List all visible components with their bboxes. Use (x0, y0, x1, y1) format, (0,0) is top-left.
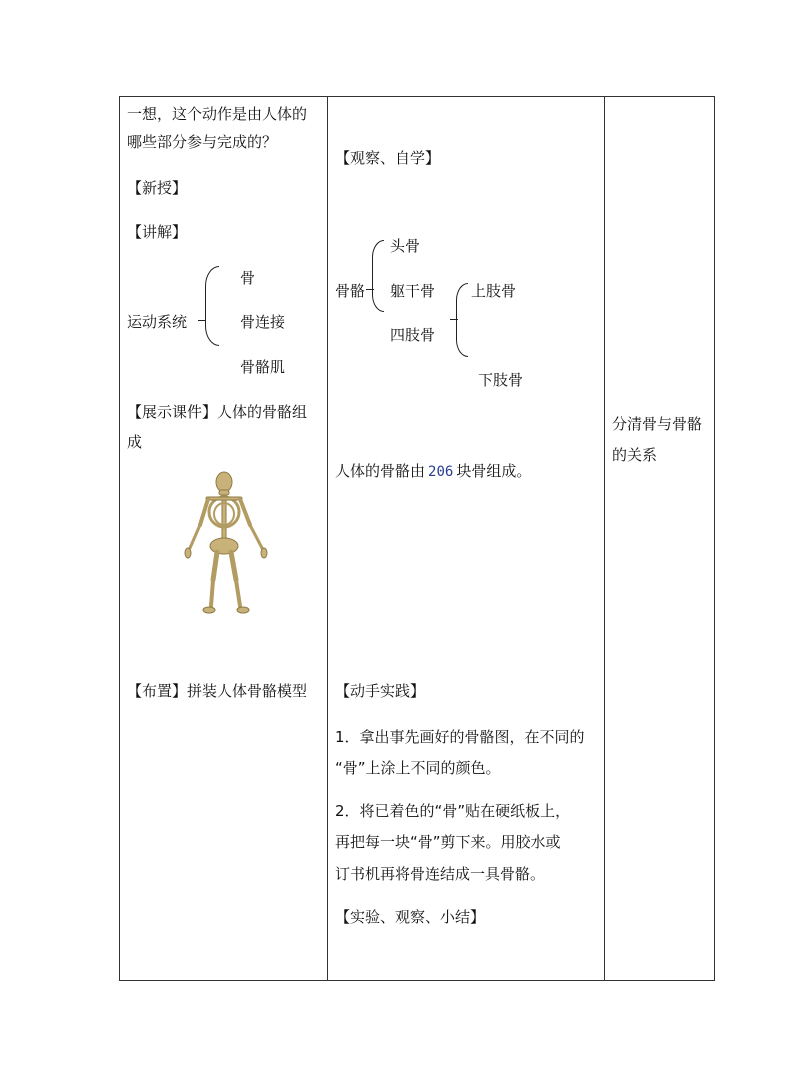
skeleton-brace-top (372, 240, 384, 290)
limb-part-lower: 下肢骨 (478, 371, 524, 389)
skeleton-part-limbs: 四肢骨 (390, 326, 436, 344)
step1-line-2: “骨”上涂上不同的颜色。 (335, 759, 501, 777)
column-divider-1 (327, 96, 328, 981)
step2-line-3: 订书机再将骨连结成一具骨骼。 (335, 865, 546, 883)
limb-part-upper: 上肢骨 (471, 282, 517, 300)
courseware-line-2: 成 (127, 433, 143, 451)
intent-line-2: 的关系 (612, 446, 658, 464)
question-line-1: 一想，这个动作是由人体的 (127, 105, 308, 123)
step1-line-1: 1．拿出事先画好的骨骼图，在不同的 (335, 728, 585, 746)
system-item-muscle: 骨骼肌 (240, 358, 286, 376)
intent-line-1: 分清骨与骨骼 (612, 415, 703, 433)
system-label: 运动系统 (127, 313, 188, 331)
skeleton-part-trunk: 躯干骨 (390, 282, 436, 300)
limb-brace-top (456, 283, 468, 320)
system-item-joint: 骨连接 (240, 313, 286, 331)
practice-heading: 【动手实践】 (335, 682, 426, 700)
skeleton-label: 骨骼 (335, 282, 366, 300)
system-item-bone: 骨 (240, 269, 256, 287)
explain-heading: 【讲解】 (127, 223, 188, 241)
column-divider-2 (604, 96, 605, 981)
courseware-line-1: 【展示课件】人体的骨骼组 (127, 403, 308, 421)
step2-line-1: 2．将已着色的“骨”贴在硬纸板上， (335, 802, 571, 820)
system-brace-top (205, 266, 219, 321)
skeleton-brace-tip (366, 289, 374, 290)
bone-count-suffix: 块骨组成。 (456, 462, 532, 480)
experiment-heading: 【实验、观察、小结】 (335, 908, 486, 926)
bone-count-sentence (335, 461, 531, 482)
step2-line-2: 再把每一块“骨”剪下来。用胶水或 (335, 833, 561, 851)
bone-count-prefix: 人体的骨骼由 (335, 462, 426, 480)
skeleton-image (180, 470, 270, 618)
new-lesson-heading: 【新授】 (127, 179, 188, 197)
system-brace-tip (198, 320, 206, 321)
assignment-heading: 【布置】拼装人体骨骼模型 (127, 682, 308, 700)
question-line-2: 哪些部分参与完成的？ (127, 133, 278, 151)
skeleton-part-skull: 头骨 (390, 237, 421, 255)
limb-brace-tip (450, 319, 458, 320)
bone-count-number: 206 (428, 464, 454, 480)
observe-heading: 【观察、自学】 (335, 149, 441, 167)
